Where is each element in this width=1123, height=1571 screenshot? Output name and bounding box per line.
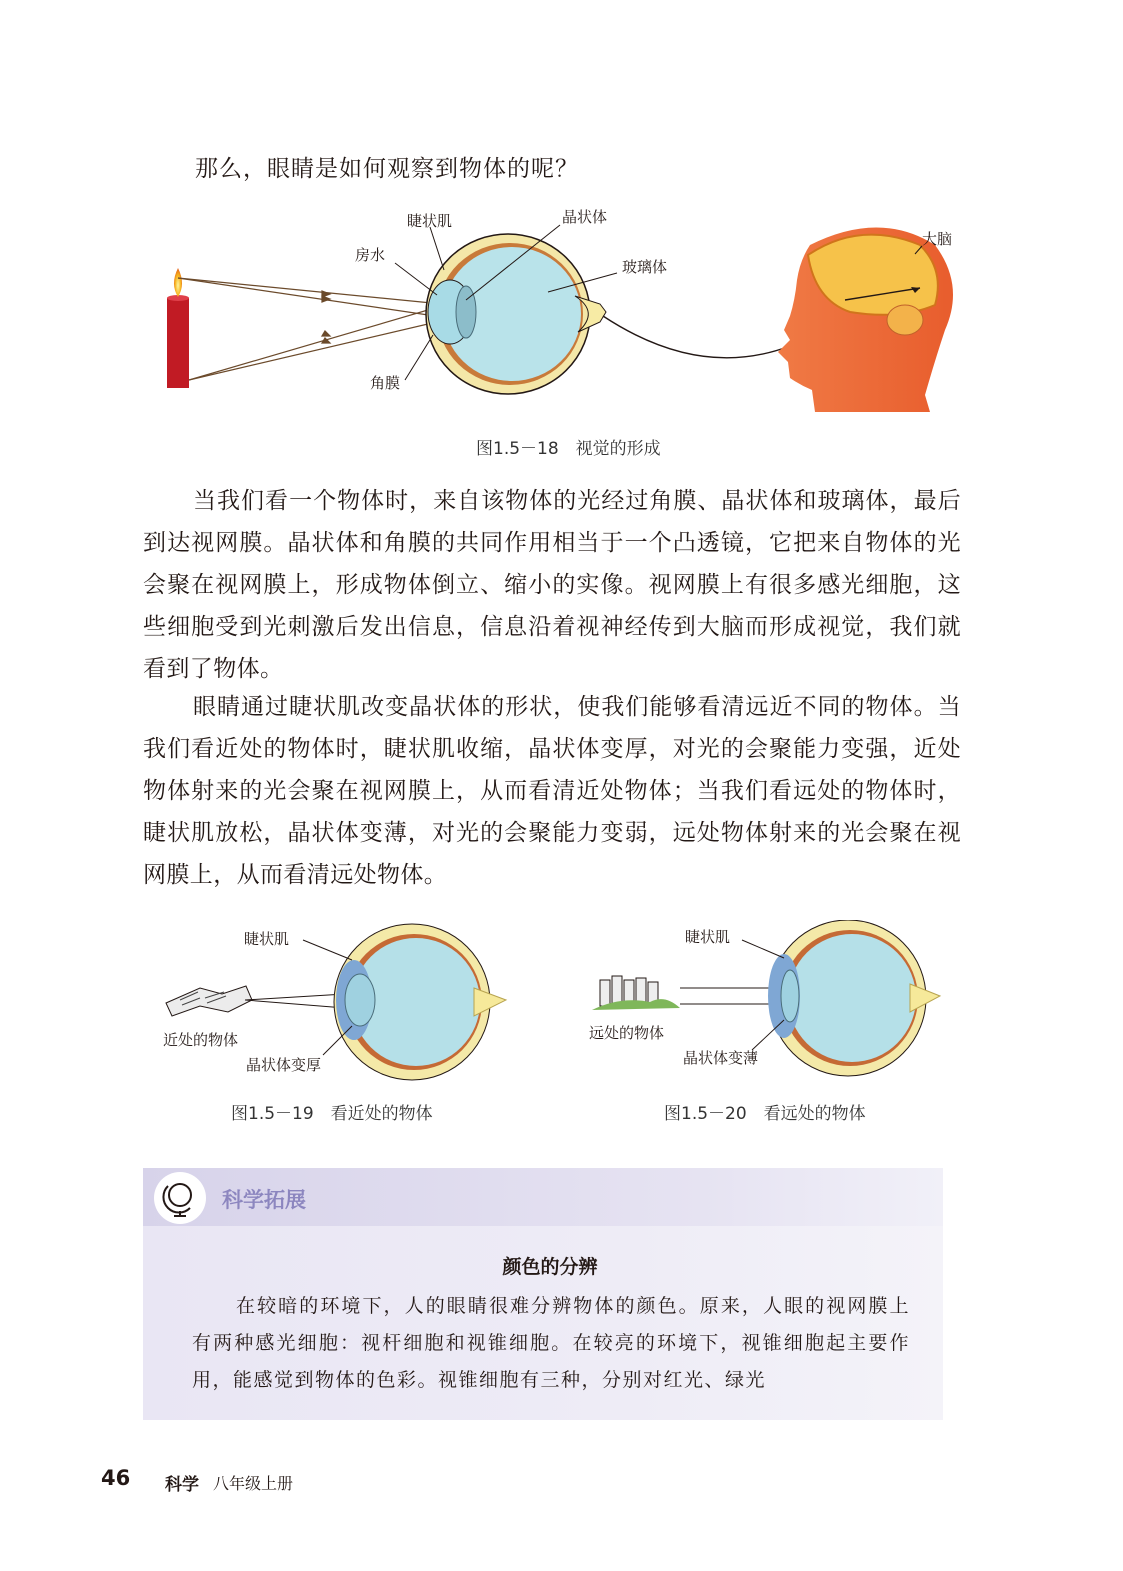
label-cornea: 角膜 — [370, 374, 401, 392]
vision-formation-figure — [140, 200, 980, 425]
optic-nerve-line — [603, 316, 790, 358]
book-subject: 科学 — [165, 1475, 199, 1495]
label-ciliary-muscle-near: 睫状肌 — [244, 930, 290, 948]
intro-question: 那么，眼睛是如何观察到物体的呢？ — [195, 156, 579, 182]
extension-article-text: 在较暗的环境下，人的眼睛很难分辨物体的颜色。原来，人眼的视网膜上有两种感光细胞：视杆细胞和视锥细胞。在较亮的环境下，视锥细胞起主要作用，能感觉到物体的色彩。视锥细胞有三种，分别对红光、绿光 — [192, 1295, 910, 1391]
figure-20-caption: 图1.5－20 看远处的物体 — [664, 1104, 866, 1124]
head-illustration — [778, 228, 953, 413]
far-eyeball — [768, 920, 940, 1076]
label-far-object: 远处的物体 — [589, 1024, 665, 1042]
figure-18-caption: 图1.5－18 视觉的形成 — [476, 439, 661, 459]
eyeball-diagram — [426, 234, 606, 394]
distant-buildings-illustration — [592, 976, 680, 1010]
candle-illustration — [167, 268, 189, 388]
far-vision-figure — [580, 920, 960, 1090]
label-lens-thicker: 晶状体变厚 — [246, 1056, 322, 1074]
label-ciliary-muscle: 睫状肌 — [407, 212, 453, 230]
label-lens-thinner: 晶状体变薄 — [683, 1049, 759, 1067]
near-vision-figure — [150, 920, 530, 1090]
figure-19-caption: 图1.5－19 看近处的物体 — [231, 1104, 433, 1124]
globe-icon — [154, 1172, 206, 1224]
extension-article-title: 颜色的分辨 — [502, 1256, 598, 1278]
book-grade: 八年级上册 — [213, 1474, 294, 1493]
science-extension-label: 科学拓展 — [222, 1188, 306, 1212]
label-near-object: 近处的物体 — [163, 1031, 239, 1049]
near-eyeball — [334, 924, 506, 1080]
paragraph-vision-process: 当我们看一个物体时，来自该物体的光经过角膜、晶状体和玻璃体，最后到达视网膜。晶状体和角膜的共同作用相当于一个凸透镜，它把来自物体的光会聚在视网膜上，形成物体倒立、缩小的实像。视网膜上有很多感光细胞，这些细胞受到光刺激后发出信息，信息沿着视神经传到大脑而形成视觉，我们就看到了物体。 — [143, 488, 961, 682]
open-book-illustration — [166, 986, 252, 1016]
label-vitreous-body: 玻璃体 — [622, 258, 668, 276]
globe-icon-badge — [154, 1172, 206, 1224]
label-aqueous-humor: 房水 — [355, 246, 386, 264]
label-lens: 晶状体 — [562, 208, 608, 226]
paragraph-accommodation: 眼睛通过睫状肌改变晶状体的形状，使我们能够看清远近不同的物体。当我们看近处的物体时，睫状肌收缩，晶状体变厚，对光的会聚能力变强，近处物体射来的光会聚在视网膜上，从而看清近处物体；当我们看远处的物体时，睫状肌放松，晶状体变薄，对光的会聚能力变弱，远处物体射来的光会聚在视网膜上，从而看清远处物体。 — [143, 694, 961, 888]
label-ciliary-muscle-far: 睫状肌 — [685, 928, 731, 946]
page-number: 46 — [101, 1466, 131, 1490]
label-brain: 大脑 — [922, 230, 953, 248]
